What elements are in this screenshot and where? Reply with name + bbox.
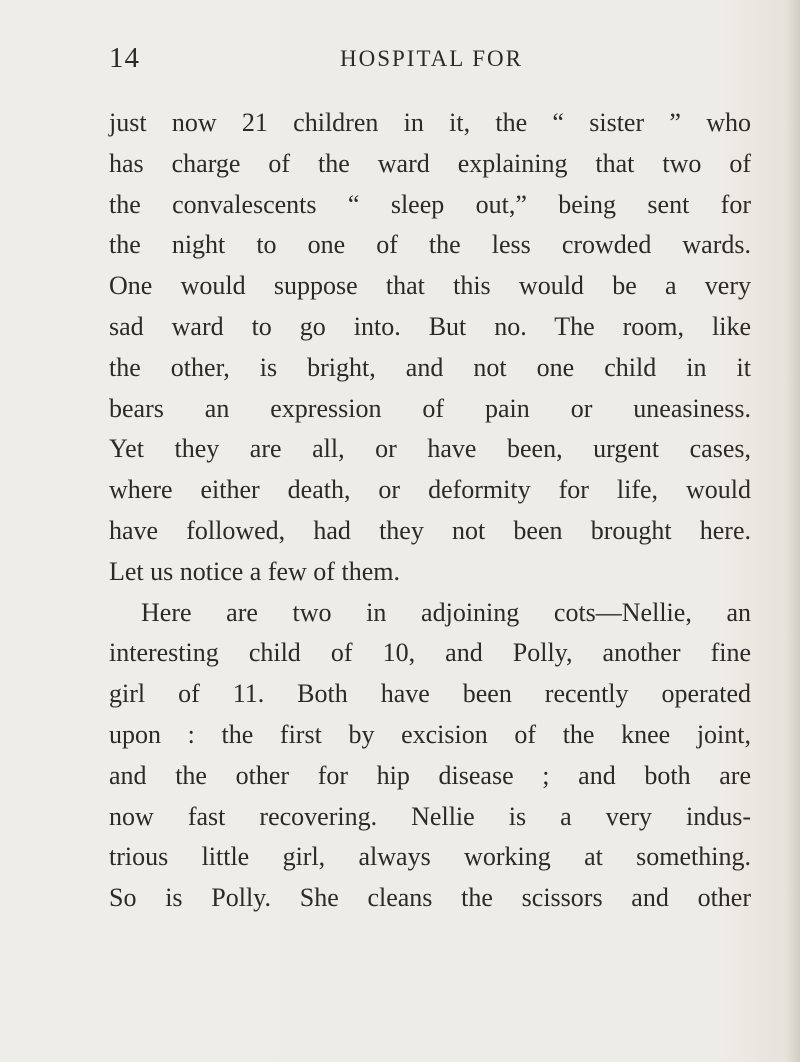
text-line: bears an expression of pain or uneasiness. [109, 393, 751, 423]
text-line: have followed, had they not been brought here. [109, 515, 751, 545]
text-line: trious little girl, always working at something. [109, 842, 751, 872]
text-line: just now 21 children in it, the “ sister ” who [109, 108, 751, 137]
page-header [109, 42, 749, 78]
text-line: Here are two in adjoining cots—Nellie, an [141, 597, 751, 627]
text-line: the other, is bright, and not one child in it [109, 352, 751, 382]
text-line: Let us notice a few of them. [109, 556, 400, 586]
page-edge-shadow [786, 0, 800, 1062]
running-head: HOSPITAL FOR [340, 46, 523, 71]
text-line: One would suppose that this would be a very [109, 271, 751, 301]
text-line: So is Polly. She cleans the scissors and other [109, 883, 751, 913]
text-line: has charge of the ward explaining that two of [109, 148, 751, 178]
text-line: Yet they are all, or have been, urgent cases, [109, 434, 751, 464]
text-line: and the other for hip disease ; and both are [109, 760, 751, 790]
text-line: now fast recovering. Nellie is a very indus- [109, 801, 751, 831]
text-line: upon : the first by excision of the knee joint, [109, 719, 751, 749]
text-line: the convalescents “ sleep out,” being sent for [109, 189, 751, 219]
text-line: the night to one of the less crowded wards. [109, 230, 751, 260]
text-line: girl of 11. Both have been recently operated [109, 679, 751, 709]
page-number: 14 [109, 42, 140, 74]
text-line: interesting child of 10, and Polly, another fine [109, 638, 751, 668]
text-line: sad ward to go into. But no. The room, like [109, 311, 751, 341]
text-line: where either death, or deformity for life, would [109, 475, 751, 505]
body-text [109, 103, 751, 919]
